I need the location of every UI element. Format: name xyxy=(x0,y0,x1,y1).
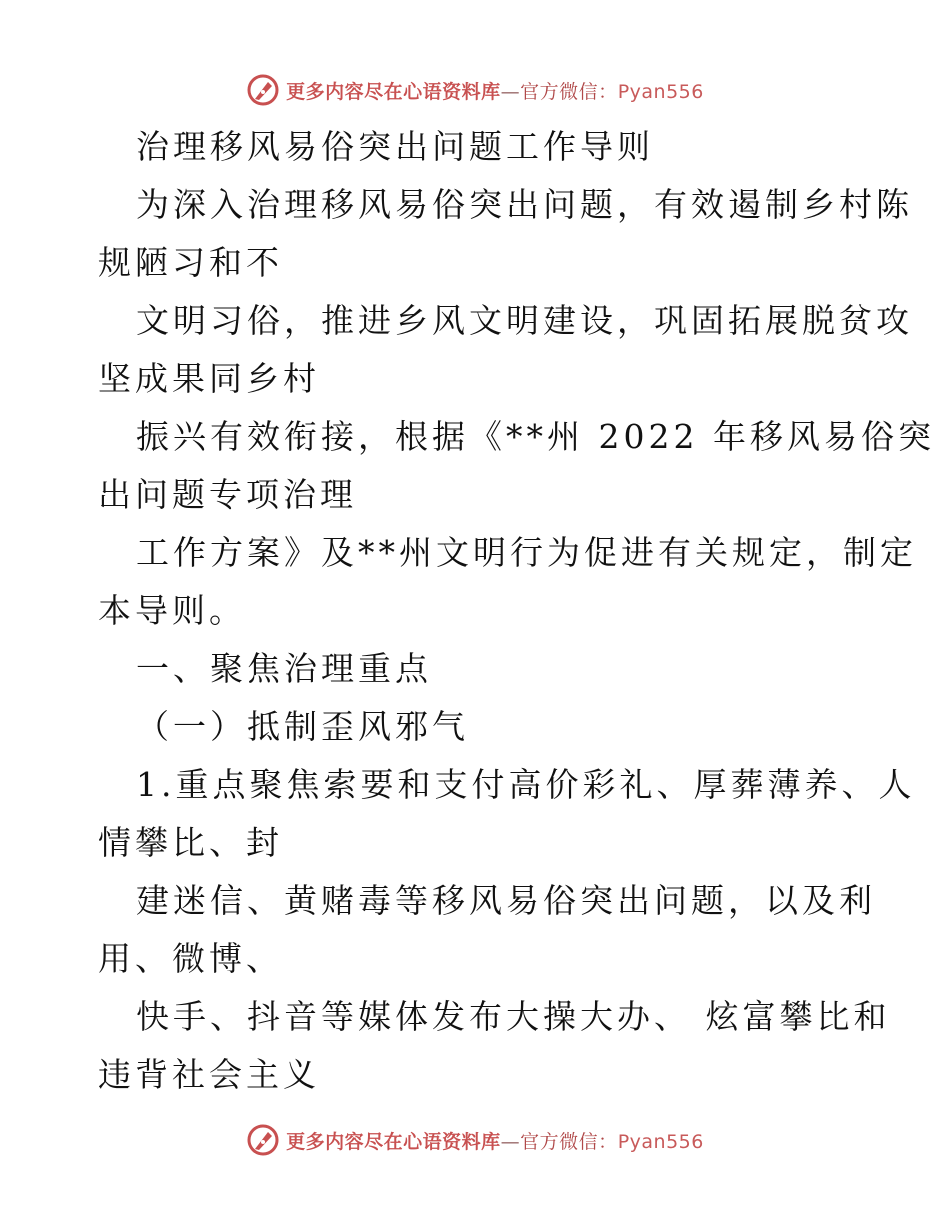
watermark-main: 更多内容尽在心语资料库 xyxy=(286,80,501,103)
watermark-id: Pyan556 xyxy=(617,1130,704,1153)
paragraph-line: 规陋习和不 xyxy=(98,243,283,282)
paragraph-line: 坚成果同乡村 xyxy=(98,359,320,398)
paragraph-line: 工作方案》及**州文明行为促进有关规定，制定 xyxy=(136,533,917,572)
paragraph-line: 用、微博、 xyxy=(98,939,283,978)
watermark-text xyxy=(286,77,704,104)
watermark-separator: — xyxy=(500,1130,521,1153)
watermark-main: 更多内容尽在心语资料库 xyxy=(286,1130,501,1153)
pen-nib-logo-icon xyxy=(246,1123,280,1157)
paragraph-line: 1.重点聚焦索要和支付高价彩礼、厚葬薄养、人 xyxy=(136,765,916,804)
document-title: 治理移风易俗突出问题工作导则 xyxy=(136,127,654,166)
section-heading: 一、聚焦治理重点 xyxy=(136,649,432,688)
paragraph-line: 振兴有效衔接，根据《**州 2022 年移风易俗突 xyxy=(136,417,935,456)
watermark-id: Pyan556 xyxy=(617,80,704,103)
watermark-banner-top xyxy=(0,70,950,110)
paragraph-line: 出问题专项治理 xyxy=(98,475,357,514)
paragraph-line: 本导则。 xyxy=(98,591,246,630)
paragraph-line: 为深入治理移风易俗突出问题，有效遏制乡村陈 xyxy=(136,185,913,224)
watermark-separator: — xyxy=(500,80,521,103)
watermark-banner-bottom xyxy=(0,1120,950,1160)
subsection-heading: （一）抵制歪风邪气 xyxy=(136,707,469,746)
watermark-text xyxy=(286,1127,704,1154)
paragraph-line: 文明习俗，推进乡风文明建设，巩固拓展脱贫攻 xyxy=(136,301,913,340)
watermark-sub: 官方微信： xyxy=(520,1130,618,1153)
pen-nib-logo-icon xyxy=(246,73,280,107)
paragraph-line: 快手、抖音等媒体发布大操大办、 炫富攀比和 xyxy=(136,997,891,1036)
paragraph-line: 情攀比、封 xyxy=(98,823,283,862)
watermark-sub: 官方微信： xyxy=(520,80,618,103)
paragraph-line: 违背社会主义 xyxy=(98,1055,320,1094)
paragraph-line: 建迷信、黄赌毒等移风易俗突出问题，以及利 xyxy=(136,881,876,920)
document-body xyxy=(98,118,935,1104)
